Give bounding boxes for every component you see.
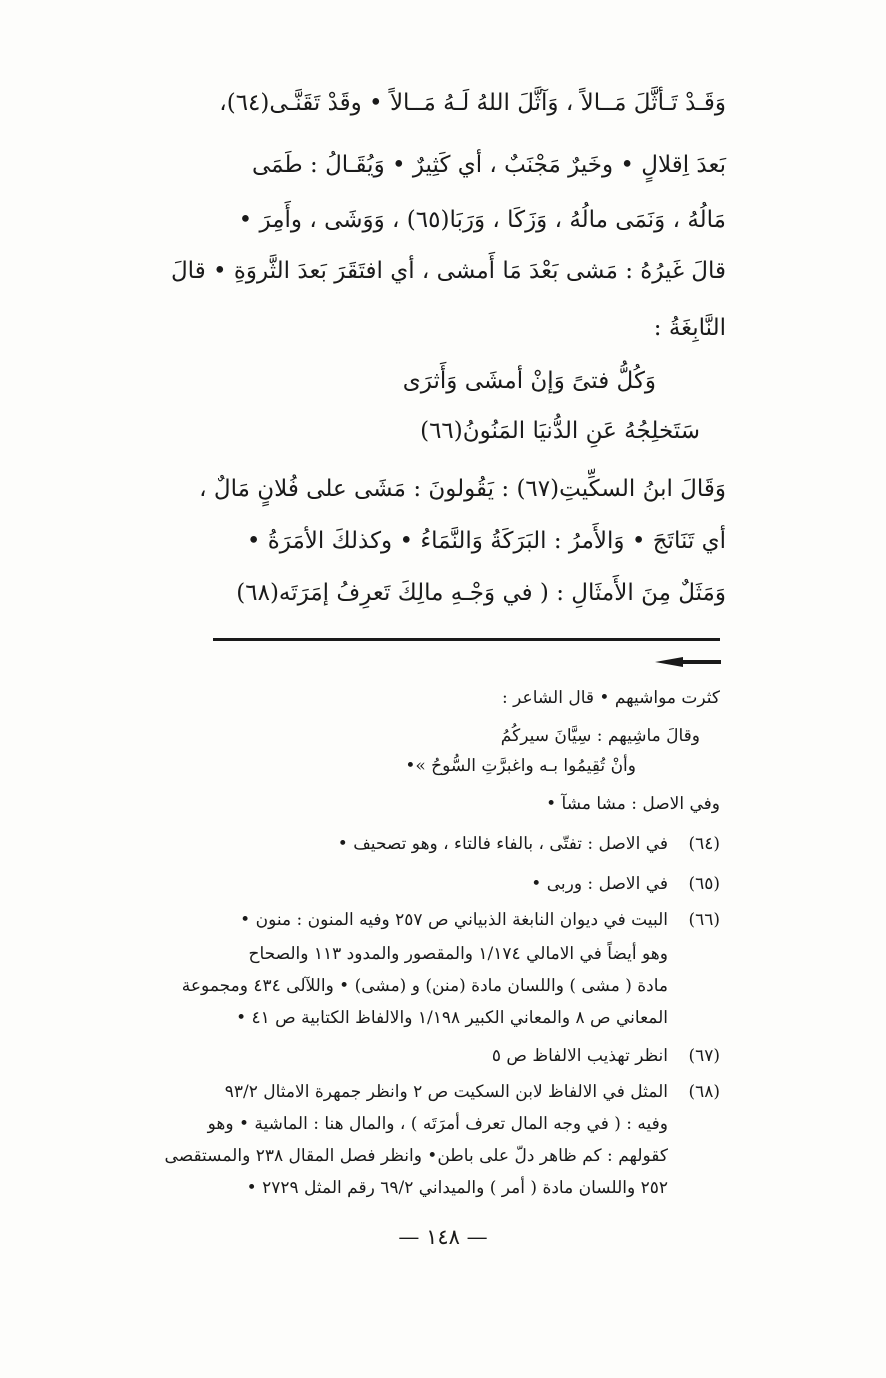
footnote-66-line-1: البيت في ديوان النابغة الذبياني ص ٢٥٧ وفيه المنون : منون • [240, 910, 668, 930]
footnote-64-number: (٦٤) [688, 834, 720, 854]
verse-second-hemistich: سَتَخلِجُهُ عَنِ الدُّنيَا المَنُونُ(٦٦) [420, 418, 700, 444]
footnote-66-number: (٦٦) [688, 910, 720, 930]
footnote-67-number: (٦٧) [688, 1046, 720, 1066]
footnote-65-number: (٦٥) [688, 874, 720, 894]
body-line-3: مَالُهُ ، وَنَمَى مالُهُ ، وَزَكَا ، وَرَبَا(٦٥) ، وَوَشَى ، وأَمِرَ • [238, 207, 726, 233]
page-number: — ١٤٨ — [398, 1225, 488, 1249]
body-line-2: بَعدَ اِقلالٍ • وخَيرٌ مَجْنَبٌ ، أي كَثِيرٌ • وَيُقَـالُ : طَمَى [251, 152, 726, 178]
footnote-continuation-verse-1: وقالَ ماشِيهم : سِيَّانَ سيركُمُ [500, 726, 700, 746]
footnote-68-line-2: وفيه : ( في وجه المال تعرف أمرَتَه ) ، والمال هنا : الماشية • وهو [207, 1114, 668, 1134]
footnote-65-text: في الاصل : وربى • [531, 874, 668, 894]
body-line-5: النَّابِغَةُ : [653, 315, 726, 341]
footnote-68-number: (٦٨) [688, 1082, 720, 1102]
footnote-separator-rule [213, 638, 720, 641]
footnote-66-line-4: المعاني ص ٨ والمعاني الكبير ١/١٩٨ والالفاظ الكتابية ص ٤١ • [236, 1008, 668, 1028]
footnote-66-line-3: مادة ( مشى ) واللسان مادة (منن) و (مشى) • واللآلى ٤٣٤ ومجموعة [181, 976, 668, 996]
footnote-continuation-verse-2: وأنْ تُقِيمُوا بـه واغبرَّتِ السُّوحُ »• [405, 756, 636, 776]
body-line-7: أي تَنَاتَجَ • وَالأَمرُ : البَرَكَةُ وَالنَّمَاءُ • وكذلكَ الأمَرَةُ • [246, 528, 726, 554]
separator-arrow-head [655, 657, 683, 667]
body-line-4: قالَ غَيرُهُ : مَشى بَعْدَ مَا أَمشى ، أي افتَقَرَ بَعدَ الثَّروَةِ • قالَ [170, 258, 726, 284]
verse-first-hemistich: وَكُلُّ فتىً وَإنْ أمشَى وَأَثرَى [402, 368, 656, 394]
footnote-68-line-3: كقولهم : كم ظاهر دلّ على باطن• وانظر فصل المقال ٢٣٨ والمستقصى [164, 1146, 668, 1166]
footnote-66-line-2: وهو أيضاً في الامالي ١/١٧٤ والمقصور والمدود ١١٣ والصحاح [248, 944, 668, 964]
footnote-68-line-4: ٢٥٢ واللسان مادة ( أمر ) والميداني ٦٩/٢ رقم المثل ٢٧٢٩ • [246, 1178, 668, 1198]
body-line-8: وَمَثَلٌ مِنَ الأَمثَالِ : ( في وَجْـهِ مالِكَ تَعرِفُ إمَرَتَه(٦٨) [236, 580, 726, 606]
separator-arrow-shaft [683, 660, 721, 664]
footnote-64-text: في الاصل : تفتّى ، بالفاء فالتاء ، وهو تصحيف • [337, 834, 668, 854]
footnote-continuation-line-4: وفي الاصل : مشا مشآ • [546, 794, 720, 814]
body-line-1: وَقَـدْ تَـأثَّلَ مَــالاً ، وَآثَّلَ اللهُ لَـهُ مَــالاً • وقَدْ تَقَنَّـى(٦٤)، [219, 90, 726, 116]
footnote-68-line-1: المثل في الالفاظ لابن السكيت ص ٢ وانظر جمهرة الامثال ٩٣/٢ [224, 1082, 668, 1102]
body-line-6: وَقَالَ ابنُ السكِّيتِ(٦٧) : يَقُولونَ : مَشَى على فُلانٍ مَالٌ ، [199, 476, 726, 502]
footnote-67-text: انظر تهذيب الالفاظ ص ٥ [491, 1046, 668, 1066]
footnote-continuation-line-1: كثرت مواشيهم • قال الشاعر : [502, 688, 720, 708]
